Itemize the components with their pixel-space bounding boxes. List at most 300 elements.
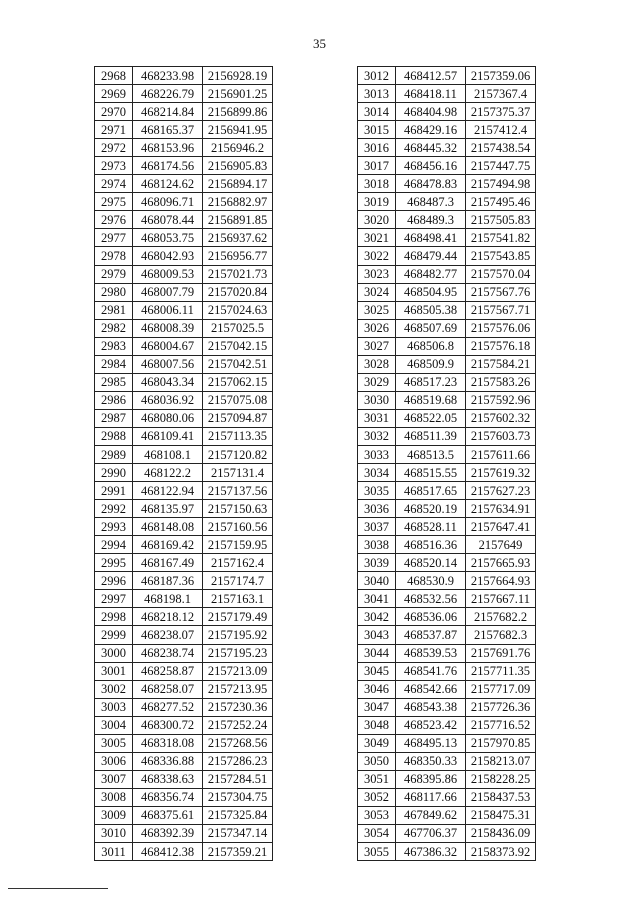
y-coordinate-cell: 2156941.95 [203,121,273,139]
point-number-cell: 2986 [95,391,133,409]
x-coordinate-cell: 468404.98 [396,103,466,121]
table-row [95,121,273,139]
point-number-cell: 3048 [358,716,396,734]
x-coordinate-cell: 467386.32 [396,843,466,861]
y-coordinate-cell: 2157075.08 [203,391,273,409]
point-number-cell: 2975 [95,193,133,211]
x-coordinate-cell: 467849.62 [396,806,466,824]
x-coordinate-cell: 468078.44 [133,211,203,229]
x-coordinate-cell: 468528.11 [396,518,466,536]
point-number-cell: 2974 [95,175,133,193]
y-coordinate-cell: 2158436.09 [466,824,536,842]
y-coordinate-cell: 2157195.23 [203,644,273,662]
point-number-cell: 3012 [358,67,396,85]
y-coordinate-cell: 2157131.4 [203,464,273,482]
y-coordinate-cell: 2157025.5 [203,319,273,337]
x-coordinate-cell: 468007.79 [133,283,203,301]
point-number-cell: 2977 [95,229,133,247]
point-number-cell: 3055 [358,843,396,861]
table-row [358,824,536,842]
point-number-cell: 3005 [95,734,133,752]
x-coordinate-cell: 468487.3 [396,193,466,211]
y-coordinate-cell: 2157120.82 [203,445,273,463]
table-row [358,626,536,644]
y-coordinate-cell: 2157137.56 [203,482,273,500]
y-coordinate-cell: 2157163.1 [203,590,273,608]
y-coordinate-cell: 2157567.76 [466,283,536,301]
y-coordinate-cell: 2157647.41 [466,518,536,536]
x-coordinate-cell: 468515.55 [396,464,466,482]
y-coordinate-cell: 2157213.95 [203,680,273,698]
y-coordinate-cell: 2157042.51 [203,355,273,373]
table-row [358,518,536,536]
y-coordinate-cell: 2157495.46 [466,193,536,211]
y-coordinate-cell: 2156894.17 [203,175,273,193]
x-coordinate-cell: 468522.05 [396,409,466,427]
y-coordinate-cell: 2157664.93 [466,572,536,590]
point-number-cell: 3036 [358,500,396,518]
coordinates-table-right [357,66,536,861]
table-row [358,265,536,283]
y-coordinate-cell: 2157691.76 [466,644,536,662]
table-row [95,500,273,518]
y-coordinate-cell: 2157567.71 [466,301,536,319]
table-row [95,337,273,355]
x-coordinate-cell: 468520.19 [396,500,466,518]
x-coordinate-cell: 468350.33 [396,752,466,770]
y-coordinate-cell: 2157252.24 [203,716,273,734]
table-row [358,770,536,788]
x-coordinate-cell: 467706.37 [396,824,466,842]
y-coordinate-cell: 2157284.51 [203,770,273,788]
x-coordinate-cell: 468008.39 [133,319,203,337]
point-number-cell: 3033 [358,445,396,463]
point-number-cell: 3053 [358,806,396,824]
x-coordinate-cell: 468187.36 [133,572,203,590]
y-coordinate-cell: 2156946.2 [203,139,273,157]
y-coordinate-cell: 2157543.85 [466,247,536,265]
x-coordinate-cell: 468445.32 [396,139,466,157]
table-row [358,698,536,716]
x-coordinate-cell: 468511.39 [396,427,466,445]
y-coordinate-cell: 2157603.73 [466,427,536,445]
x-coordinate-cell: 468006.11 [133,301,203,319]
table-row [358,67,536,85]
y-coordinate-cell: 2157438.54 [466,139,536,157]
table-row [358,716,536,734]
y-coordinate-cell: 2157150.63 [203,500,273,518]
x-coordinate-cell: 468504.95 [396,283,466,301]
x-coordinate-cell: 468519.68 [396,391,466,409]
point-number-cell: 3023 [358,265,396,283]
y-coordinate-cell: 2157570.04 [466,265,536,283]
y-coordinate-cell: 2158373.92 [466,843,536,861]
x-coordinate-cell: 468300.72 [133,716,203,734]
point-number-cell: 3025 [358,301,396,319]
y-coordinate-cell: 2156956.77 [203,247,273,265]
x-coordinate-cell: 468167.49 [133,554,203,572]
table-row [95,716,273,734]
point-number-cell: 3041 [358,590,396,608]
point-number-cell: 2982 [95,319,133,337]
point-number-cell: 3050 [358,752,396,770]
table-row [95,103,273,121]
x-coordinate-cell: 468482.77 [396,265,466,283]
y-coordinate-cell: 2156905.83 [203,157,273,175]
table-row [95,554,273,572]
y-coordinate-cell: 2157412.4 [466,121,536,139]
table-row [358,788,536,806]
x-coordinate-cell: 468124.62 [133,175,203,193]
point-number-cell: 2973 [95,157,133,175]
point-number-cell: 3046 [358,680,396,698]
table-row [358,373,536,391]
y-coordinate-cell: 2156899.86 [203,103,273,121]
table-row [95,391,273,409]
point-number-cell: 3004 [95,716,133,734]
x-coordinate-cell: 468238.74 [133,644,203,662]
point-number-cell: 3020 [358,211,396,229]
y-coordinate-cell: 2157179.49 [203,608,273,626]
point-number-cell: 3002 [95,680,133,698]
table-row [358,157,536,175]
x-coordinate-cell: 468169.42 [133,536,203,554]
point-number-cell: 3047 [358,698,396,716]
x-coordinate-cell: 468009.53 [133,265,203,283]
table-row [358,409,536,427]
y-coordinate-cell: 2157583.26 [466,373,536,391]
table-row [95,536,273,554]
y-coordinate-cell: 2157716.52 [466,716,536,734]
point-number-cell: 2979 [95,265,133,283]
table-row [358,211,536,229]
table-row [358,572,536,590]
x-coordinate-cell: 468517.23 [396,373,466,391]
y-coordinate-cell: 2157717.09 [466,680,536,698]
x-coordinate-cell: 468542.66 [396,680,466,698]
table-row [95,193,273,211]
x-coordinate-cell: 468153.96 [133,139,203,157]
x-coordinate-cell: 468258.87 [133,662,203,680]
x-coordinate-cell: 468429.16 [396,121,466,139]
x-coordinate-cell: 468109.41 [133,427,203,445]
page-number: 35 [313,36,326,51]
y-coordinate-cell: 2157494.98 [466,175,536,193]
y-coordinate-cell: 2157195.92 [203,626,273,644]
point-number-cell: 2972 [95,139,133,157]
point-number-cell: 3011 [95,843,133,861]
y-coordinate-cell: 2157325.84 [203,806,273,824]
x-coordinate-cell: 468042.93 [133,247,203,265]
point-number-cell: 2989 [95,445,133,463]
y-coordinate-cell: 2157359.21 [203,843,273,861]
x-coordinate-cell: 468096.71 [133,193,203,211]
table-row [95,518,273,536]
y-coordinate-cell: 2157627.23 [466,482,536,500]
point-number-cell: 3051 [358,770,396,788]
table-row [95,590,273,608]
y-coordinate-cell: 2158475.31 [466,806,536,824]
point-number-cell: 2976 [95,211,133,229]
point-number-cell: 3014 [358,103,396,121]
y-coordinate-cell: 2157094.87 [203,409,273,427]
y-coordinate-cell: 2156882.97 [203,193,273,211]
table-row [95,788,273,806]
point-number-cell: 2990 [95,464,133,482]
x-coordinate-cell: 468165.37 [133,121,203,139]
point-number-cell: 3043 [358,626,396,644]
x-coordinate-cell: 468506.8 [396,337,466,355]
x-coordinate-cell: 468539.53 [396,644,466,662]
table-row [95,824,273,842]
x-coordinate-cell: 468214.84 [133,103,203,121]
point-number-cell: 2992 [95,500,133,518]
point-number-cell: 3038 [358,536,396,554]
y-coordinate-cell: 2157682.2 [466,608,536,626]
table-row [95,806,273,824]
point-number-cell: 3039 [358,554,396,572]
table-row [358,193,536,211]
table-row [358,608,536,626]
point-number-cell: 3003 [95,698,133,716]
x-coordinate-cell: 468513.5 [396,445,466,463]
point-number-cell: 3022 [358,247,396,265]
table-row [358,734,536,752]
y-coordinate-cell: 2157682.3 [466,626,536,644]
x-coordinate-cell: 468507.69 [396,319,466,337]
y-coordinate-cell: 2157375.37 [466,103,536,121]
table-row [95,85,273,103]
point-number-cell: 3028 [358,355,396,373]
x-coordinate-cell: 468080.06 [133,409,203,427]
table-row [358,427,536,445]
table-row [95,680,273,698]
x-coordinate-cell: 468541.76 [396,662,466,680]
table-row [358,445,536,463]
y-coordinate-cell: 2157592.96 [466,391,536,409]
x-coordinate-cell: 468004.67 [133,337,203,355]
table-row [358,319,536,337]
point-number-cell: 3019 [358,193,396,211]
y-coordinate-cell: 2157162.4 [203,554,273,572]
point-number-cell: 3027 [358,337,396,355]
y-coordinate-cell: 2157367.4 [466,85,536,103]
table-row [95,175,273,193]
y-coordinate-cell: 2158213.07 [466,752,536,770]
point-number-cell: 3029 [358,373,396,391]
table-row [358,464,536,482]
x-coordinate-cell: 468412.57 [396,67,466,85]
table-row [95,409,273,427]
table-row [95,626,273,644]
table-row [358,301,536,319]
point-number-cell: 3007 [95,770,133,788]
table-row [95,445,273,463]
y-coordinate-cell: 2157665.93 [466,554,536,572]
y-coordinate-cell: 2157602.32 [466,409,536,427]
table-row [95,482,273,500]
y-coordinate-cell: 2157619.32 [466,464,536,482]
table-row [358,391,536,409]
table-row [358,175,536,193]
x-coordinate-cell: 468536.06 [396,608,466,626]
y-coordinate-cell: 2157584.21 [466,355,536,373]
table-row [358,500,536,518]
point-number-cell: 3010 [95,824,133,842]
table-row [95,572,273,590]
table-row [95,211,273,229]
table-row [358,283,536,301]
y-coordinate-cell: 2157160.56 [203,518,273,536]
point-number-cell: 2994 [95,536,133,554]
point-number-cell: 3006 [95,752,133,770]
point-number-cell: 3000 [95,644,133,662]
point-number-cell: 2998 [95,608,133,626]
point-number-cell: 2993 [95,518,133,536]
point-number-cell: 3026 [358,319,396,337]
table-row [358,103,536,121]
table-row [95,464,273,482]
y-coordinate-cell: 2157213.09 [203,662,273,680]
x-coordinate-cell: 468122.94 [133,482,203,500]
point-number-cell: 3052 [358,788,396,806]
point-number-cell: 3017 [358,157,396,175]
point-number-cell: 3044 [358,644,396,662]
point-number-cell: 3045 [358,662,396,680]
table-row [95,644,273,662]
y-coordinate-cell: 2157447.75 [466,157,536,175]
y-coordinate-cell: 2157726.36 [466,698,536,716]
point-number-cell: 2984 [95,355,133,373]
x-coordinate-cell: 468043.34 [133,373,203,391]
point-number-cell: 3042 [358,608,396,626]
point-number-cell: 3031 [358,409,396,427]
point-number-cell: 2969 [95,85,133,103]
point-number-cell: 3009 [95,806,133,824]
y-coordinate-cell: 2157634.91 [466,500,536,518]
x-coordinate-cell: 468117.66 [396,788,466,806]
table-row [358,590,536,608]
table-row [95,427,273,445]
y-coordinate-cell: 2157359.06 [466,67,536,85]
x-coordinate-cell: 468356.74 [133,788,203,806]
table-row [95,770,273,788]
x-coordinate-cell: 468498.41 [396,229,466,247]
x-coordinate-cell: 468516.36 [396,536,466,554]
x-coordinate-cell: 468122.2 [133,464,203,482]
y-coordinate-cell: 2156928.19 [203,67,273,85]
table-row [95,247,273,265]
y-coordinate-cell: 2156901.25 [203,85,273,103]
point-number-cell: 2968 [95,67,133,85]
point-number-cell: 2970 [95,103,133,121]
table-row [358,536,536,554]
point-number-cell: 2997 [95,590,133,608]
x-coordinate-cell: 468218.12 [133,608,203,626]
table-row [358,482,536,500]
y-coordinate-cell: 2157541.82 [466,229,536,247]
x-coordinate-cell: 468318.08 [133,734,203,752]
table-row [358,85,536,103]
x-coordinate-cell: 468505.38 [396,301,466,319]
y-coordinate-cell: 2156937.62 [203,229,273,247]
x-coordinate-cell: 468530.9 [396,572,466,590]
y-coordinate-cell: 2157062.15 [203,373,273,391]
y-coordinate-cell: 2157021.73 [203,265,273,283]
x-coordinate-cell: 468233.98 [133,67,203,85]
table-row [358,806,536,824]
y-coordinate-cell: 2158437.53 [466,788,536,806]
x-coordinate-cell: 468238.07 [133,626,203,644]
x-coordinate-cell: 468148.08 [133,518,203,536]
point-number-cell: 3035 [358,482,396,500]
table-row [358,752,536,770]
table-row [95,608,273,626]
table-row [358,680,536,698]
table-row [95,157,273,175]
y-coordinate-cell: 2157159.95 [203,536,273,554]
x-coordinate-cell: 468007.56 [133,355,203,373]
point-number-cell: 2995 [95,554,133,572]
table-row [358,644,536,662]
y-coordinate-cell: 2157347.14 [203,824,273,842]
point-number-cell: 3049 [358,734,396,752]
footnote-divider [8,888,108,889]
table-row [95,662,273,680]
table-row [95,752,273,770]
point-number-cell: 3030 [358,391,396,409]
y-coordinate-cell: 2157649 [466,536,536,554]
point-number-cell: 2980 [95,283,133,301]
table-row [358,662,536,680]
table-row [95,229,273,247]
y-coordinate-cell: 2157042.15 [203,337,273,355]
x-coordinate-cell: 468495.13 [396,734,466,752]
x-coordinate-cell: 468532.56 [396,590,466,608]
y-coordinate-cell: 2157576.06 [466,319,536,337]
table-row [95,301,273,319]
point-number-cell: 2987 [95,409,133,427]
x-coordinate-cell: 468537.87 [396,626,466,644]
y-coordinate-cell: 2156891.85 [203,211,273,229]
x-coordinate-cell: 468108.1 [133,445,203,463]
x-coordinate-cell: 468489.3 [396,211,466,229]
y-coordinate-cell: 2157230.36 [203,698,273,716]
point-number-cell: 3018 [358,175,396,193]
x-coordinate-cell: 468412.38 [133,843,203,861]
x-coordinate-cell: 468174.56 [133,157,203,175]
y-coordinate-cell: 2158228.25 [466,770,536,788]
x-coordinate-cell: 468479.44 [396,247,466,265]
x-coordinate-cell: 468198.1 [133,590,203,608]
x-coordinate-cell: 468456.16 [396,157,466,175]
table-row [358,139,536,157]
y-coordinate-cell: 2157286.23 [203,752,273,770]
y-coordinate-cell: 2157113.35 [203,427,273,445]
table-row [358,554,536,572]
y-coordinate-cell: 2157711.35 [466,662,536,680]
point-number-cell: 2996 [95,572,133,590]
x-coordinate-cell: 468418.11 [396,85,466,103]
x-coordinate-cell: 468517.65 [396,482,466,500]
point-number-cell: 3034 [358,464,396,482]
y-coordinate-cell: 2157304.75 [203,788,273,806]
x-coordinate-cell: 468520.14 [396,554,466,572]
x-coordinate-cell: 468543.38 [396,698,466,716]
x-coordinate-cell: 468395.86 [396,770,466,788]
table-row [95,265,273,283]
y-coordinate-cell: 2157268.56 [203,734,273,752]
